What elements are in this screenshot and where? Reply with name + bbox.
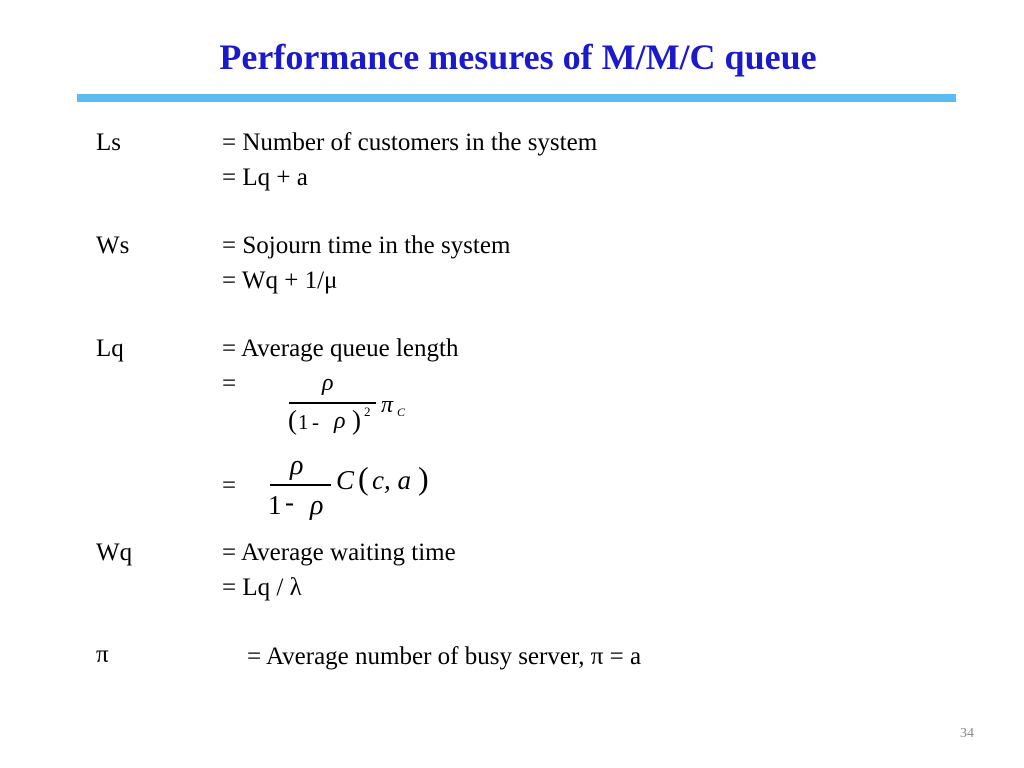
- f1-factor-pi: π: [381, 392, 394, 418]
- f2-open-paren: (: [358, 460, 369, 496]
- f2-fraction-bar: [270, 484, 331, 486]
- ls-formula: = Lq + a: [222, 164, 308, 191]
- lq-equals-1: =: [222, 370, 237, 397]
- f1-factor-subscript: C: [397, 405, 406, 419]
- slide-title: Performance mesures of M/M/C queue: [219, 37, 817, 77]
- pi-definition: = Average number of busy server, π = a: [247, 643, 642, 670]
- ws-formula: = Wq + 1/μ: [222, 267, 338, 294]
- f1-den-open-paren: (: [288, 405, 297, 435]
- f1-numerator-rho: ρ: [322, 370, 334, 396]
- lq-definition: = Average queue length: [222, 335, 459, 362]
- lq-label: Lq: [96, 335, 124, 362]
- f2-den-rho: ρ: [310, 490, 324, 521]
- f1-den-exponent: 2: [364, 404, 371, 419]
- f2-func-c: C: [336, 465, 355, 495]
- f2-den-minus: -: [285, 487, 294, 517]
- f1-fraction-bar: [289, 402, 376, 404]
- ws-label: Ws: [96, 232, 130, 259]
- f2-args: c, a: [372, 465, 411, 495]
- f1-den-minus: -: [312, 410, 319, 434]
- ws-definition: = Sojourn time in the system: [222, 232, 511, 259]
- wq-definition: = Average waiting time: [222, 539, 456, 566]
- ls-label: Ls: [96, 129, 121, 156]
- f2-numerator-rho: ρ: [290, 450, 304, 481]
- wq-label: Wq: [96, 539, 133, 566]
- f2-close-paren: ): [418, 460, 429, 496]
- lq-equals-2: =: [222, 472, 237, 499]
- f2-den-one: 1: [268, 490, 282, 520]
- pi-label: π: [96, 641, 109, 668]
- ls-definition: = Number of customers in the system: [222, 129, 598, 156]
- f1-den-one: 1: [298, 410, 309, 434]
- f1-den-close-paren: ): [352, 405, 361, 435]
- wq-formula: = Lq / λ: [222, 574, 302, 601]
- f1-den-rho: ρ: [334, 408, 346, 434]
- page-number: 34: [960, 726, 974, 741]
- title-rule: [77, 94, 956, 102]
